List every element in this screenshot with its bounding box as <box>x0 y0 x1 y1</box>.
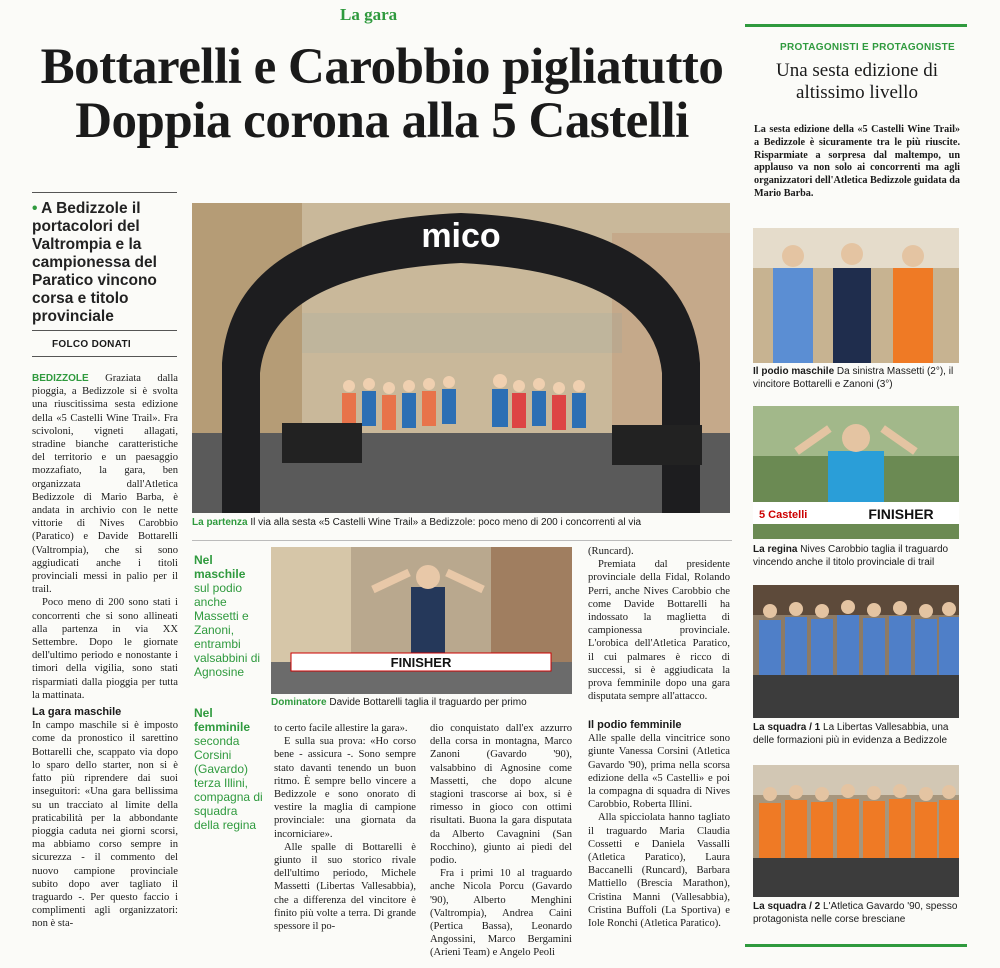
article-column-4-top <box>588 545 730 703</box>
article-col2-p1: to certo facile allestire la gara». <box>274 723 408 734</box>
caption-squadra1-text: La Libertas Vallesabbia, una delle formazioni più in evidenza a Bedizzole <box>753 722 949 746</box>
article-column-2 <box>274 722 416 933</box>
start-photo-illustration <box>192 203 730 513</box>
finisher-tape-text: FINISHER <box>390 655 452 670</box>
headline-line-2: Doppia corona alla 5 Castelli <box>75 93 689 149</box>
subhead-text: A Bedizzole il portacolori del Valtrompia e la campionessa del Paratico vincono corsa e titolo provinciale <box>32 200 157 325</box>
photo-regina <box>753 406 959 539</box>
article-col4-p2: Premiata dal presidente provinciale della Fidal, Rolando Perri, anche Nives Carobbio che come Davide Bottarelli ha indossato la maglietta di campionessa provinciale. L'orobica dell'Atletica Paratico, il cui palmares è ricco di successi, si è aggiudicata la prova femminile dopo una gara disputata sempre all'attacco. <box>588 559 730 703</box>
article-col4-p4: Alla spicciolata hanno tagliato il traguardo Maria Claudia Cossetti e Daniela Vassalli (Atletica Paratico), Laura Baccanelli (Runcard), Barbara Mattiello (Brescia Marathon), Cristina Manni (Vallesabbia), Cristina Buffoli (La Sportiva) e Iole Ronchi (Atletica Paratico). <box>588 812 730 930</box>
caption-start-bold: La partenza <box>192 517 248 528</box>
article-col2-p3: Alle spalle di Bottarelli è giunto il suo storico rivale dell'ultimo periodo, Michele Massetti (Libertas Vallesabbia), che a differenza del vincitore è finito più volte a terra. Di grande spessore il po- <box>274 841 416 933</box>
article-col3-p2: Fra i primi 10 al traguardo anche Nicola Porcu (Gavardo '90), Alberto Menghini (Valtrompia), Andrea Caini (Pertica Bassa), Leonardo Angossini, Marco Bergamini (Arieni Team) e Angelo Peoli <box>430 868 572 959</box>
byline: FOLCO DONATI <box>52 339 131 350</box>
article-heading-male: La gara maschile <box>32 706 122 719</box>
caption-regina <box>753 544 959 569</box>
side-note-male-bold: Nel maschile <box>194 553 246 581</box>
headline-line-1: Bottarelli e Carobbio pigliatutto <box>40 39 724 95</box>
subhead <box>32 200 182 326</box>
article-col2-p2: E sulla sua prova: «Ho corso bene - assicura -. Sono sempre stato davanti tenendo un buon ritmo. È sempre bello vincere a Bedizzole e sono onorato di vestire la maglia di campione provinciale: una giornata da incorniciare». <box>274 736 416 840</box>
sidebox-tag: PROTAGONISTI E PROTAGONISTE <box>780 42 955 53</box>
squadra2-photo-illustration <box>753 765 959 897</box>
side-note-female <box>194 706 266 832</box>
castelli-tape-text: 5 Castelli <box>759 509 808 521</box>
article-column-4-bottom <box>588 719 730 930</box>
article-column-3 <box>430 722 572 960</box>
caption-regina-bold: La regina <box>753 544 798 555</box>
side-note-male-text: sul podio anche Massetti e Zanoni, entrambi valsabbini di Agnosine <box>194 581 261 679</box>
headline <box>32 40 732 148</box>
photo-squadra-2 <box>753 765 959 897</box>
arch-logo-text: mico <box>421 217 501 255</box>
article-location: BEDIZZOLE <box>32 373 89 384</box>
article-col1-p1: Graziata dalla pioggia, a Bedizzole si è svolta una riuscitissima sesta edizione della «5 Castelli Wine Trail». Fra scivoloni, vigneti allagati, stradine bianche caratteristiche del territorio e un paesaggio mozzafiato, la gara, ben organizzata dall'Atletica Bedizzole di Mario Barba, è andata in archivio con le nette vittorie di Nives Carobbio (Paratico) e Davide Bottarelli (Valtrompia), che si sono aggiudicati anche i titoli provinciali messi in palio per il trail. <box>32 373 178 596</box>
sidebox-title: Una sesta edizione di altissimo livello <box>776 60 938 103</box>
caption-squadra-2 <box>753 901 959 926</box>
byline-rule <box>32 330 177 331</box>
byline-bottom-rule <box>32 356 177 357</box>
section-label: La gara <box>340 5 398 24</box>
photo-start <box>192 203 730 513</box>
article-column-1 <box>32 372 178 931</box>
caption-podio <box>753 366 959 391</box>
sidebox-top-bar <box>745 24 967 27</box>
regina-finisher-text: FINISHER <box>868 506 934 522</box>
caption-squadra-1 <box>753 722 959 747</box>
caption-podio-bold: Il podio maschile <box>753 366 835 377</box>
sidebox-text: La sesta edizione della «5 Castelli Wine Trail» a Bedizzole è sicuramente tra le più riuscite. Risparmiate a sorpresa dal maltempo, un applauso va non solo ai concorrenti ma agli organizzatori dell'Atletica Bedizzole guidata da Mario Barba. <box>754 124 960 199</box>
squadra1-photo-illustration <box>753 585 959 718</box>
subhead-top-rule <box>32 192 177 193</box>
sidebox-bottom-bar <box>745 944 967 947</box>
winner-photo-illustration <box>271 547 572 694</box>
photo-squadra-1 <box>753 585 959 718</box>
article-col3-p1: dio conquistato dall'ex azzurro della corsa in montagna, Marco Zanoni (Gavardo '90), valsabbino di Agnosine come Massetti, che dopo alcune stagioni trascorse ai box, si è rimesso in gioco con ottimi risultati. Buona la gara disputata da Alberto Cavagnini (San Rocchino), giunto ai piedi del podio. <box>430 723 572 867</box>
caption-winner-text: Davide Bottarelli taglia il traguardo per primo <box>329 697 527 708</box>
caption-winner-bold: Dominatore <box>271 697 327 708</box>
side-note-male <box>194 553 266 679</box>
side-note-female-text: seconda Corsini (Gavardo) terza Illini, compagna di squadra della regina <box>194 734 263 832</box>
caption-rule <box>192 540 732 541</box>
article-col4-p1: (Runcard). <box>588 546 634 557</box>
caption-squadra1-bold: La squadra / 1 <box>753 722 821 733</box>
article-heading-female: Il podio femminile <box>588 719 682 731</box>
caption-start <box>192 517 732 530</box>
subhead-bullet: • <box>32 200 38 217</box>
article-col1-p3: In campo maschile si è imposto come da pronostico il sarettino Bottarelli che, scappato via dopo lo sparo dello starter, non si è fatto più riprendere dai suoi inseguitori: «Una gara bellissima su un tracciato al limite della praticabilità per la abbondante pioggia caduta nei giorni scorsi, ma abbiamo corso sempre in sicurezza - il commento del nuovo campione provinciale subito dopo aver tagliato il traguardo -. Per questo faccio i complimenti agli organizzatori: non è sta- <box>32 720 178 930</box>
caption-squadra2-bold: La squadra / 2 <box>753 901 821 912</box>
article-col1-p2: Poco meno di 200 sono stati i concorrenti che si sono allineati alla partenza in via XX Settembre. Dopo le giornate dell'ultimo periodo e nonostante i timori della vigilia, sono stati risparmiati dalla pioggia per tutta la mattinata. <box>32 597 178 701</box>
side-note-female-bold: Nel femminile <box>194 706 251 734</box>
article-col4-p3: Alle spalle della vincitrice sono giunte Vanessa Corsini (Atletica Gavardo '90), prima nella scorsa edizione della «5 Castelli» e poi la compagna di squadra di Nives Carobbio, Roberta Illini. <box>588 733 730 811</box>
caption-winner <box>271 697 576 710</box>
caption-squadra2-text: L'Atletica Gavardo '90, spesso protagonista nelle corse bresciane <box>753 901 958 925</box>
caption-start-text: Il via alla sesta «5 Castelli Wine Trail» a Bedizzole: poco meno di 200 i concorrenti al via <box>250 517 642 528</box>
caption-podio-text: Da sinistra Massetti (2°), il vincitore Bottarelli e Zanoni (3°) <box>753 366 954 390</box>
photo-podio-maschile <box>753 228 959 363</box>
caption-regina-text: Nives Carobbio taglia il traguardo vincendo anche il titolo provinciale di trail <box>753 544 949 568</box>
podio-photo-illustration <box>753 228 959 363</box>
regina-photo-illustration <box>753 406 959 539</box>
photo-winner <box>271 547 572 694</box>
